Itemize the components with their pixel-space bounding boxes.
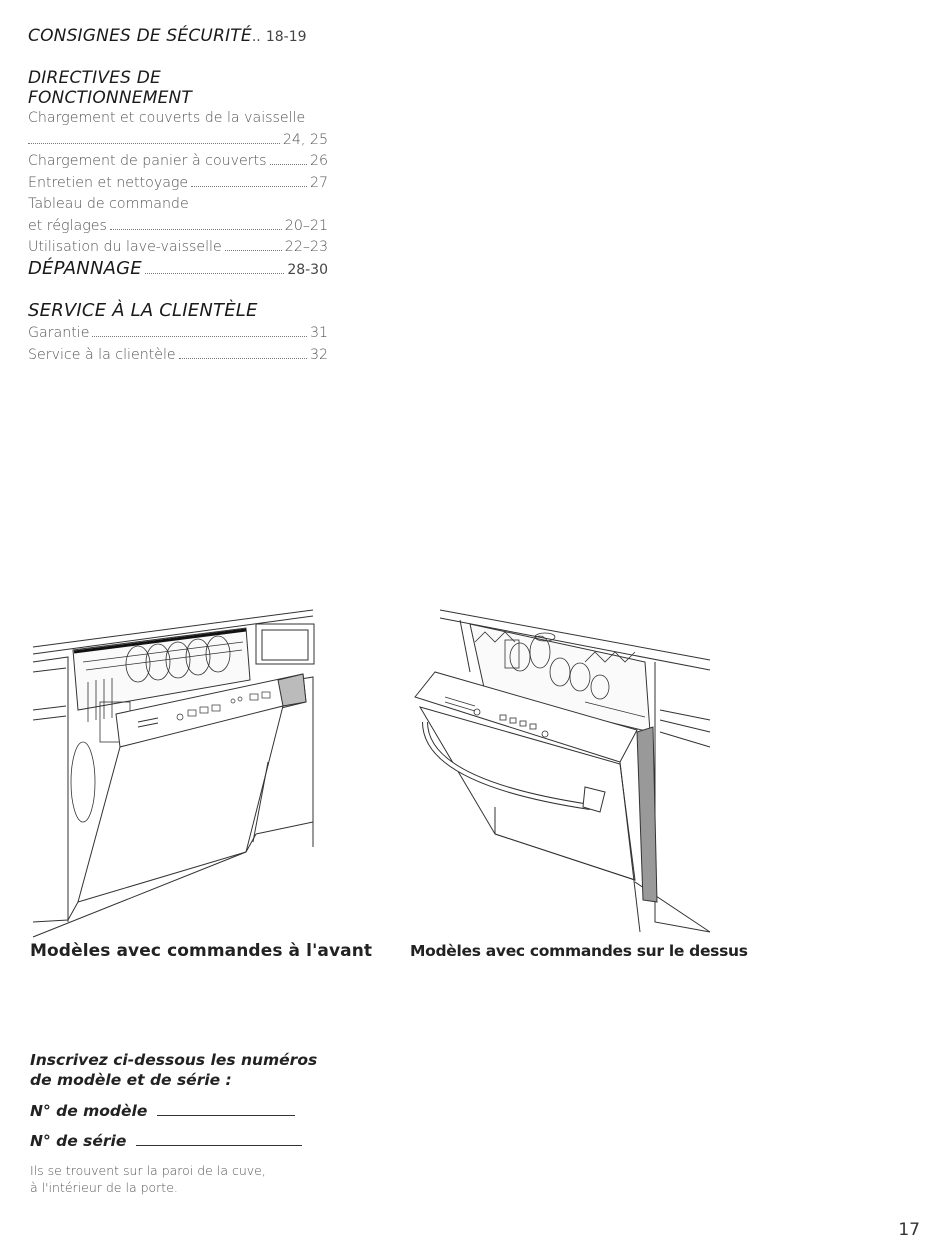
toc-entry-utilisation xyxy=(28,237,328,259)
toc-depannage-pages: 28-30 xyxy=(287,262,328,278)
toc-entry-chargement xyxy=(28,108,328,151)
toc-entry-pages: 31 xyxy=(309,325,328,341)
table-of-contents xyxy=(28,26,328,46)
toc-entry-pages: 24, 25 xyxy=(282,131,328,148)
registration-note-line1: Ils se trouvent sur la paroi de la cuve, xyxy=(30,1163,266,1178)
serial-number-field xyxy=(30,1132,330,1150)
model-number-field xyxy=(30,1102,330,1120)
serial-number-label: N° de série xyxy=(30,1132,127,1150)
toc-entry-service-clientele xyxy=(28,345,328,367)
toc-consignes-title: CONSIGNES DE SÉCURITÉ xyxy=(28,26,252,46)
toc-directives xyxy=(28,68,328,259)
toc-entry-label: Utilisation du lave-vaisselle xyxy=(28,239,222,255)
toc-service-title: SERVICE À LA CLIENTÈLE xyxy=(28,300,258,321)
toc-depannage xyxy=(28,258,328,279)
toc-consignes-pages: 18-19 xyxy=(265,29,307,45)
toc-entry-pages: 20–21 xyxy=(284,217,328,234)
toc-entry-label: Chargement et couverts de la vaisselle xyxy=(28,110,306,126)
registration-block xyxy=(30,1050,330,1196)
registration-heading-line2: de modèle et de série : xyxy=(30,1071,232,1089)
page-number: 17 xyxy=(898,1220,920,1240)
toc-entry-entretien xyxy=(28,173,328,195)
model-number-line xyxy=(157,1114,295,1116)
toc-entry-label-line2: et réglages xyxy=(28,217,107,234)
toc-directives-title: DIRECTIVES DE FONCTIONNEMENT xyxy=(28,68,193,108)
toc-entry-label: Chargement de panier à couverts xyxy=(28,153,267,169)
toc-entry-garantie xyxy=(28,323,328,345)
serial-number-line xyxy=(136,1144,302,1146)
caption-top-control: Modèles avec commandes sur le dessus xyxy=(410,942,748,960)
toc-entry-tableau xyxy=(28,194,328,237)
toc-entry-pages: 27 xyxy=(309,174,328,191)
registration-heading-line1: Inscrivez ci-dessous les numéros xyxy=(30,1051,318,1069)
registration-note-line2: à l'intérieur de la porte. xyxy=(30,1180,178,1195)
toc-entry-label: Garantie xyxy=(28,325,90,341)
toc-service xyxy=(28,300,328,366)
toc-entry-label: Service à la clientèle xyxy=(28,346,176,363)
toc-entry-pages: 32 xyxy=(309,346,328,363)
registration-note xyxy=(30,1162,330,1196)
registration-heading xyxy=(30,1050,330,1090)
toc-consignes xyxy=(28,26,328,46)
caption-front-control: Modèles avec commandes à l'avant xyxy=(30,941,373,961)
toc-entry-pages: 26 xyxy=(309,153,328,169)
toc-entry-panier xyxy=(28,151,328,173)
toc-entry-label: Tableau de commande xyxy=(28,196,189,212)
toc-depannage-title: DÉPANNAGE xyxy=(28,258,142,279)
front-control-dishwasher-illustration xyxy=(28,602,323,942)
toc-entry-pages: 22–23 xyxy=(284,239,328,255)
toc-consignes-dots: .. xyxy=(251,29,261,45)
toc-entry-label: Entretien et nettoyage xyxy=(28,174,189,191)
model-number-label: N° de modèle xyxy=(30,1102,148,1120)
top-control-dishwasher-illustration xyxy=(405,602,717,942)
